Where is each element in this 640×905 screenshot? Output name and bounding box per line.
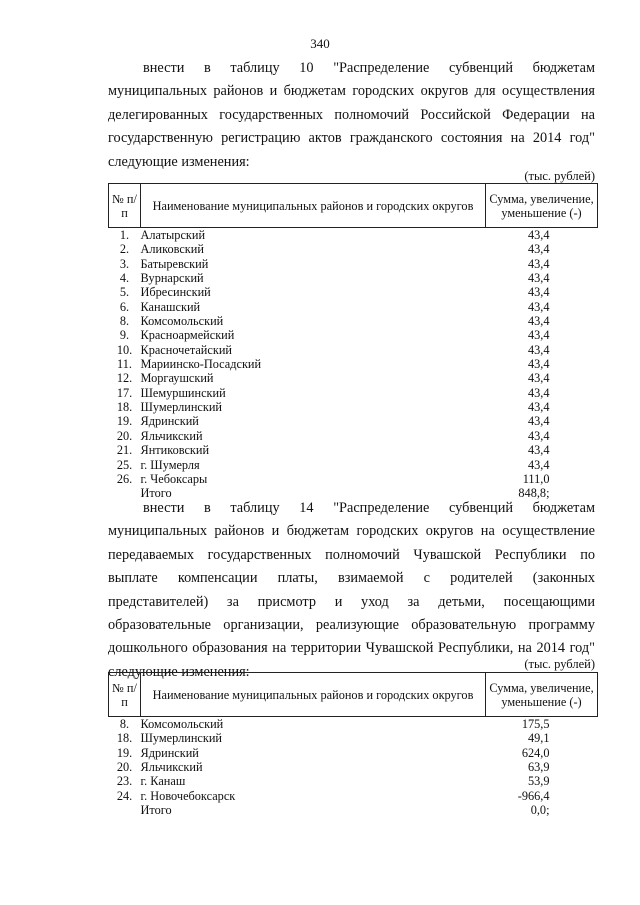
row-value: 43,4 (527, 414, 550, 429)
row-name: Комсомольский (140, 314, 224, 329)
row-number: 19. (116, 414, 133, 429)
row-name: Ибресинский (140, 285, 211, 300)
total-value: 0,0; (530, 803, 550, 818)
row-name: Мариинско-Посадский (140, 357, 262, 372)
row-name: Ядринский (140, 414, 199, 429)
row-number: 10. (116, 342, 133, 357)
row-number: 18. (116, 731, 133, 746)
row-number: 20. (116, 760, 133, 775)
row-value: 43,4 (527, 385, 550, 400)
row-name: г. Чебоксары (140, 471, 208, 486)
row-number: 21. (116, 443, 133, 458)
paragraph-table14-intro: внести в таблицу 14 "Распределение субвенций бюджетам муниципальных районов и бюджетам городских округов на осуществление передаваемых государственных полномочий Чувашской Республики по выплате компенсации платы, взимаемой с родителей (законных представителей) за присмотр и уход за детьми, посещающими образовательные организации, реализующие образовательную программу дошкольного образования на территории Чувашской Республики, на 2014 год" следующие изменения: (108, 500, 595, 680)
row-number: 1. (119, 228, 130, 242)
row-name: г. Канаш (140, 774, 186, 789)
row-number: 20. (116, 428, 133, 443)
table-row (109, 228, 598, 243)
row-number: 26. (116, 471, 133, 486)
row-number: 8. (119, 314, 130, 329)
table-row (109, 774, 598, 788)
row-value: 43,4 (527, 299, 550, 314)
row-value: 43,4 (527, 443, 550, 458)
table-row (109, 386, 598, 400)
row-name: Яльчикский (140, 428, 203, 443)
row-name: Шемуршинский (140, 385, 226, 400)
row-number: 4. (119, 271, 130, 286)
row-name: Алатырский (140, 228, 206, 242)
row-name: Красноармейский (140, 328, 235, 343)
table-row (109, 717, 598, 732)
row-value: 43,4 (527, 285, 550, 300)
row-value: 43,4 (527, 457, 550, 472)
table-row (109, 242, 598, 256)
row-number: 9. (119, 328, 130, 343)
table-row (109, 760, 598, 774)
column-header-name: Наименование муниципальных районов и городских округов (141, 673, 486, 717)
row-value: 53,9 (527, 774, 550, 789)
row-value: 43,4 (527, 256, 550, 271)
row-name: Вурнарский (140, 271, 204, 286)
column-header-number: № п/п (109, 184, 141, 228)
row-name: г. Шумерля (140, 457, 200, 472)
table-row (109, 414, 598, 428)
column-header-sum: Сумма, увеличение, уменьшение (-) (486, 184, 598, 228)
row-number: 6. (119, 299, 130, 314)
total-empty-cell (109, 803, 141, 817)
total-label: Итого (140, 486, 172, 501)
row-name: Яльчикский (140, 760, 203, 775)
table2-units: (тыс. рублей) (524, 657, 595, 671)
table-row (109, 746, 598, 760)
row-name: Янтиковский (140, 443, 210, 458)
row-name: Ядринский (140, 745, 199, 760)
row-number: 18. (116, 400, 133, 415)
row-name: Шумерлинский (140, 731, 223, 746)
table-row (109, 328, 598, 342)
table-row (109, 429, 598, 443)
row-name: Красночетайский (140, 342, 232, 357)
row-value: 111,0 (522, 471, 550, 486)
column-header-name: Наименование муниципальных районов и городских округов (141, 184, 486, 228)
table-row (109, 343, 598, 357)
table-10-changes (108, 183, 598, 501)
table-row (109, 371, 598, 385)
table1-units: (тыс. рублей) (524, 169, 595, 183)
page-number: 340 (310, 36, 330, 51)
row-value: 43,4 (527, 228, 550, 242)
table-row (109, 472, 598, 486)
row-value: 43,4 (527, 314, 550, 329)
row-value: 43,4 (527, 357, 550, 372)
table-row (109, 300, 598, 314)
column-header-number: № п/п (109, 673, 141, 717)
row-number: 17. (116, 385, 133, 400)
row-name: Шумерлинский (140, 400, 223, 415)
row-value: 43,4 (527, 271, 550, 286)
row-value: 49,1 (527, 731, 550, 746)
table-row (109, 789, 598, 803)
row-number: 24. (116, 788, 133, 803)
row-value: 43,4 (527, 428, 550, 443)
row-number: 3. (119, 256, 130, 271)
row-value: -966,4 (517, 788, 550, 803)
table-row (109, 731, 598, 745)
row-value: 63,9 (527, 760, 550, 775)
row-name: г. Новочебоксарск (140, 788, 236, 803)
total-label: Итого (140, 803, 172, 818)
row-value: 624,0 (521, 745, 550, 760)
row-name: Канашский (140, 299, 201, 314)
table-14-changes (108, 672, 598, 817)
table-row (109, 257, 598, 271)
paragraph-table10-intro: внести в таблицу 10 "Распределение субвенций бюджетам муниципальных районов и бюджетам городских округов для осуществления делегированных государственных полномочий Российской Федерации на государственную регистрацию актов гражданского состояния на 2014 год" следующие изменения: (108, 60, 595, 170)
table-row (109, 458, 598, 472)
column-header-sum: Сумма, увеличение, уменьшение (-) (486, 673, 598, 717)
row-name: Комсомольский (140, 717, 224, 731)
table-row (109, 314, 598, 328)
row-value: 43,4 (527, 371, 550, 386)
row-name: Аликовский (140, 242, 204, 257)
row-number: 8. (119, 717, 130, 731)
total-value: 848,8; (518, 486, 550, 501)
total-row (109, 803, 598, 817)
row-value: 43,4 (527, 242, 550, 257)
row-number: 23. (116, 774, 133, 789)
row-number: 5. (119, 285, 130, 300)
row-name: Батыревский (140, 256, 209, 271)
row-number: 19. (116, 745, 133, 760)
row-number: 12. (116, 371, 133, 386)
row-value: 43,4 (527, 328, 550, 343)
row-value: 43,4 (527, 342, 550, 357)
table-row (109, 400, 598, 414)
row-number: 2. (119, 242, 130, 257)
table-row (109, 357, 598, 371)
row-value: 175,5 (521, 717, 550, 731)
table-row (109, 285, 598, 299)
row-number: 11. (117, 357, 132, 372)
row-name: Моргаушский (140, 371, 214, 386)
table-row (109, 271, 598, 285)
table-row (109, 443, 598, 457)
row-value: 43,4 (527, 400, 550, 415)
row-number: 25. (116, 457, 133, 472)
